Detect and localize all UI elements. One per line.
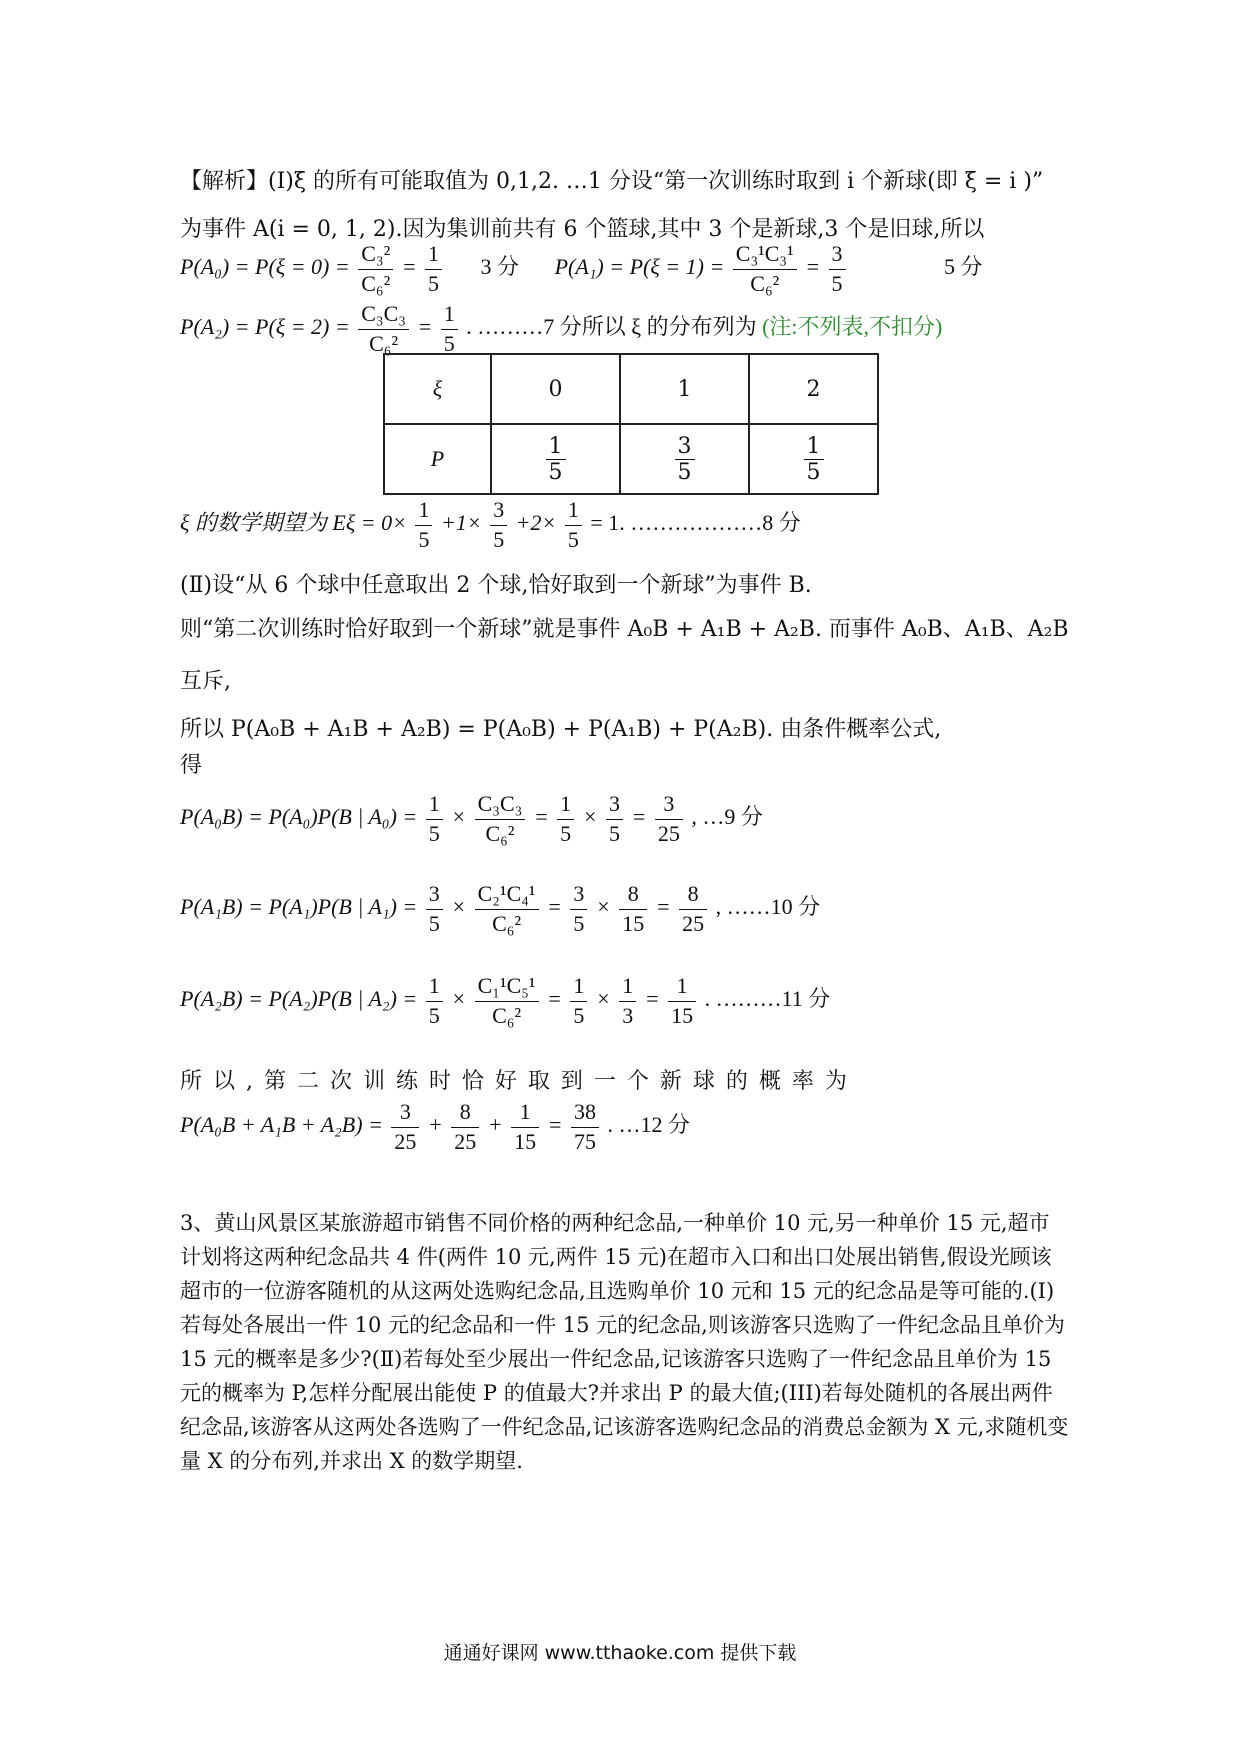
fraction-den: 5 (560, 820, 572, 846)
fraction-den: 15 (622, 910, 645, 936)
expectation-plus: +1× (440, 510, 482, 536)
fraction (426, 880, 443, 938)
score-9: , …9 分 (691, 804, 763, 830)
problem-3-text: 3、黄山风景区某旅游超市销售不同价格的两种纪念品,一种单价 10 元,另一种单价 15 元,超市计划将这两种纪念品共 4 件(两件 10 元,两件 15 元)在超市入口和出口处展出销售,假设光顾该超市的一位游客随机的从这两处选购纪念品,且选购单价 10 元和 15 元的纪念品是等可能的.(Ⅰ)若每处各展出一件 10 元的纪念品和一件 15 元的纪念品,则该游客只选购了一件纪念品且单价为 15 元的概率是多少?(Ⅱ)若每处至少展出一件纪念品,记该游客只选购了一件纪念品且单价为 15 元的概率为 P,怎样分配展出能使 P 的值最大?并求出 P 的最大值;(III)若每处随机的各展出两件纪念品,该游客从这两处各选购了一件纪念品,记该游客选购纪念品的消费总金额为 X 元,求随机变量 X 的分布列,并求出 X 的数学期望. (180, 1211, 1069, 1473)
fraction-num: 38 (571, 1098, 599, 1128)
table-cell: P (384, 424, 491, 494)
total-prob-expr: P(A₀B + A₁B + A₂B) = (180, 1112, 383, 1138)
fraction-num: 1 (565, 496, 582, 526)
fraction-den: 5 (806, 459, 821, 485)
fraction (415, 496, 432, 554)
note-text: (注:不列表,不扣分) (762, 314, 943, 340)
score-5: 5 分 (944, 254, 983, 280)
solution-line-3: P(A₀) = P(ξ = 0) = $\frac{\text{C₃²}}{\text{C₆²}}$ = $\frac{1}{5}$ 3 分 P(A₁) = P(ξ = 1) = $\frac{\text{C₃¹C₃¹}}{\text{C₆²}}$ = $\frac{3}{5}$ 5 分 (180, 240, 983, 298)
fraction-den: 5 (548, 459, 563, 485)
fraction-num: C₃C₃ (475, 790, 526, 820)
fraction-num: 3 (490, 496, 507, 526)
fraction (668, 972, 696, 1030)
fraction-num: 1 (426, 790, 443, 820)
expectation-result: = 1. ………………8 分 (590, 510, 801, 536)
p-a2b-expr: P(A₂B) = P(A₂)P(B | A₂) = (180, 986, 418, 1012)
fraction (829, 240, 846, 298)
table-row (384, 354, 878, 424)
expectation-plus: +2× (515, 510, 557, 536)
fraction (619, 880, 647, 938)
score-12: . …12 分 (607, 1112, 691, 1138)
fraction (557, 790, 574, 848)
fraction-den: 5 (573, 910, 585, 936)
solution-line-7: 则“第二次训练时恰好取到一个新球”就是事件 A₀B + A₁B + A₂B. 而事件 A₀B、A₁B、A₂B (180, 617, 1069, 642)
solution-line-8: 互斥, (180, 669, 231, 694)
fraction-den: C₆² (492, 910, 522, 936)
p-a0-expr: P(A₀) = P(ξ = 0) = (180, 254, 350, 280)
fraction-num: C₂¹C₄¹ (475, 880, 539, 910)
fraction-num: 3 (829, 240, 846, 270)
solution-line-14: 所 以 , 第 二 次 训 练 时 恰 好 取 到 一 个 新 球 的 概 率 为 (180, 1069, 849, 1094)
table-cell: 2 (749, 354, 878, 424)
solution-line-4: P(A₂) = P(ξ = 2) = $\frac{\text{C₃C₃}}{\text{C₆²}}$ = $\frac{1}{5}$ . ………7 分所以 ξ 的分布列为 (注:不列表,不扣分) (180, 300, 942, 358)
fraction-den: 15 (514, 1128, 537, 1154)
fraction (571, 1098, 599, 1156)
fraction-num: 3 (391, 1098, 419, 1128)
fraction-num: 1 (570, 972, 587, 1002)
fraction (619, 972, 636, 1030)
fraction-num: 8 (679, 880, 707, 910)
solution-line-11: P(A₀B) = P(A₀)P(B | A₀) = $\frac{1}{5}$ × $\frac{\text{C₃C₃}}{\text{C₆²}}$ = $\frac{1}{5}$ × $\frac{3}{5}$ = $\frac{3}{25}$ , …9 分 (180, 790, 763, 848)
fraction-den: 5 (428, 820, 440, 846)
fraction-num: 1 (415, 496, 432, 526)
table-cell: 1 (620, 354, 749, 424)
fraction (511, 1098, 539, 1156)
fraction (733, 240, 797, 298)
fraction (606, 790, 623, 848)
solution-line-6: (Ⅱ)设“从 6 个球中任意取出 2 个球,恰好取到一个新球”为事件 B. (180, 573, 812, 598)
fraction-num: 1 (441, 300, 458, 330)
fraction-num: 1 (804, 434, 824, 460)
fraction-num: 1 (619, 972, 636, 1002)
fraction-den: 5 (428, 270, 440, 296)
fraction-den: 5 (443, 330, 455, 356)
solution-line-13: P(A₂B) = P(A₂)P(B | A₂) = $\frac{1}{5}$ × $\frac{\text{C₁¹C₅¹}}{\text{C₆²}}$ = $\frac{1}{5}$ × $\frac{1}{3}$ = $\frac{1}{15}$ . ………11 分 (180, 972, 830, 1030)
table-cell: ξ (384, 354, 491, 424)
fraction-den: C₆² (361, 270, 391, 296)
fraction-num: 1 (426, 972, 443, 1002)
distribution-table (383, 353, 879, 495)
footer-source: 通通好课网 www.tthaoke.com 提供下载 (443, 1642, 797, 1664)
fraction-den: C₆² (369, 330, 399, 356)
fraction-num: 1 (511, 1098, 539, 1128)
solution-line-12: P(A₁B) = P(A₁)P(B | A₁) = $\frac{3}{5}$ × $\frac{\text{C₂¹C₄¹}}{\text{C₆²}}$ = $\frac{3}{5}$ × $\frac{8}{15}$ = $\frac{8}{25}$ , ……10 分 (180, 880, 820, 938)
fraction-den: C₆² (485, 820, 515, 846)
fraction (804, 434, 824, 485)
p-a1-expr: P(A₁) = P(ξ = 1) = (554, 254, 725, 280)
fraction (565, 496, 582, 554)
fraction (426, 790, 443, 848)
fraction-den: 5 (573, 1002, 585, 1028)
fraction (570, 972, 587, 1030)
score-11: . ………11 分 (704, 986, 831, 1012)
fraction (451, 1098, 479, 1156)
fraction-num: C₁¹C₅¹ (475, 972, 539, 1002)
fraction (490, 496, 507, 554)
fraction-den: 5 (609, 820, 621, 846)
fraction (475, 880, 539, 938)
fraction-num: 1 (546, 434, 566, 460)
fraction (675, 434, 695, 485)
solution-line-9: 所以 P(A₀B + A₁B + A₂B) = P(A₀B) + P(A₁B) + P(A₂B). 由条件概率公式, (180, 717, 942, 742)
score-10: , ……10 分 (715, 894, 821, 920)
p-a1b-expr: P(A₁B) = P(A₁)P(B | A₁) = (180, 894, 418, 920)
table-cell (749, 424, 878, 494)
fraction-den: 75 (574, 1128, 596, 1154)
solution-line-10: 得 (180, 753, 203, 778)
solution-line-15: P(A₀B + A₁B + A₂B) = $\frac{3}{25}$ + $\frac{8}{25}$ + $\frac{1}{15}$ = $\frac{38}{75}$ . …12 分 (180, 1098, 690, 1156)
fraction-den: 5 (428, 1002, 440, 1028)
fraction (546, 434, 566, 485)
fraction-num: 1 (557, 790, 574, 820)
fraction (441, 300, 458, 358)
table-cell (620, 424, 749, 494)
fraction (426, 972, 443, 1030)
table-cell: 0 (491, 354, 620, 424)
score-7-text: . ………7 分所以 ξ 的分布列为 (466, 314, 757, 340)
fraction-num: 3 (675, 434, 695, 460)
fraction-den: 25 (454, 1128, 477, 1154)
fraction-num: 1 (668, 972, 696, 1002)
fraction-num: 3 (606, 790, 623, 820)
p-a0b-expr: P(A₀B) = P(A₀)P(B | A₀) = (180, 804, 418, 830)
fraction-den: 3 (622, 1002, 634, 1028)
fraction-den: 5 (831, 270, 843, 296)
fraction-den: C₆² (750, 270, 780, 296)
fraction-num: C₃¹C₃¹ (733, 240, 797, 270)
fraction-num: 1 (425, 240, 442, 270)
expectation-text: ξ 的数学期望为 Eξ = 0× (180, 510, 407, 536)
solution-line-2: 为事件 A(i = 0, 1, 2).因为集训前共有 6 个篮球,其中 3 个是新球,3 个是旧球,所以 (180, 217, 985, 242)
fraction-den: 5 (493, 526, 505, 552)
fraction-den: C₆² (492, 1002, 522, 1028)
fraction (570, 880, 587, 938)
fraction (475, 790, 526, 848)
fraction-num: 3 (570, 880, 587, 910)
score-3: 3 分 (480, 254, 520, 280)
fraction-den: 15 (671, 1002, 694, 1028)
solution-line-5 (180, 496, 801, 554)
fraction-den: 25 (682, 910, 705, 936)
table-row (384, 424, 878, 494)
solution-line-1: 【解析】(Ⅰ)ξ 的所有可能取值为 0,1,2. …1 分设“第一次训练时取到 i 个新球(即 ξ = i )” (180, 169, 1044, 194)
fraction-den: 25 (394, 1128, 417, 1154)
fraction (475, 972, 539, 1030)
fraction-num: 3 (426, 880, 443, 910)
fraction (425, 240, 442, 298)
fraction-den: 5 (428, 910, 440, 936)
fraction-den: 5 (418, 526, 430, 552)
fraction-den: 25 (657, 820, 680, 846)
fraction (391, 1098, 419, 1156)
fraction (655, 790, 683, 848)
fraction-num: C₃C₃ (358, 300, 409, 330)
fraction-num: C₃² (358, 240, 393, 270)
p-a2-expr: P(A₂) = P(ξ = 2) = (180, 314, 350, 340)
fraction-den: 5 (677, 459, 692, 485)
fraction-num: 3 (655, 790, 683, 820)
table-cell (491, 424, 620, 494)
fraction (358, 300, 409, 358)
fraction (679, 880, 707, 938)
fraction-num: 8 (451, 1098, 479, 1128)
fraction (358, 240, 393, 298)
fraction-num: 8 (619, 880, 647, 910)
fraction-den: 5 (567, 526, 579, 552)
